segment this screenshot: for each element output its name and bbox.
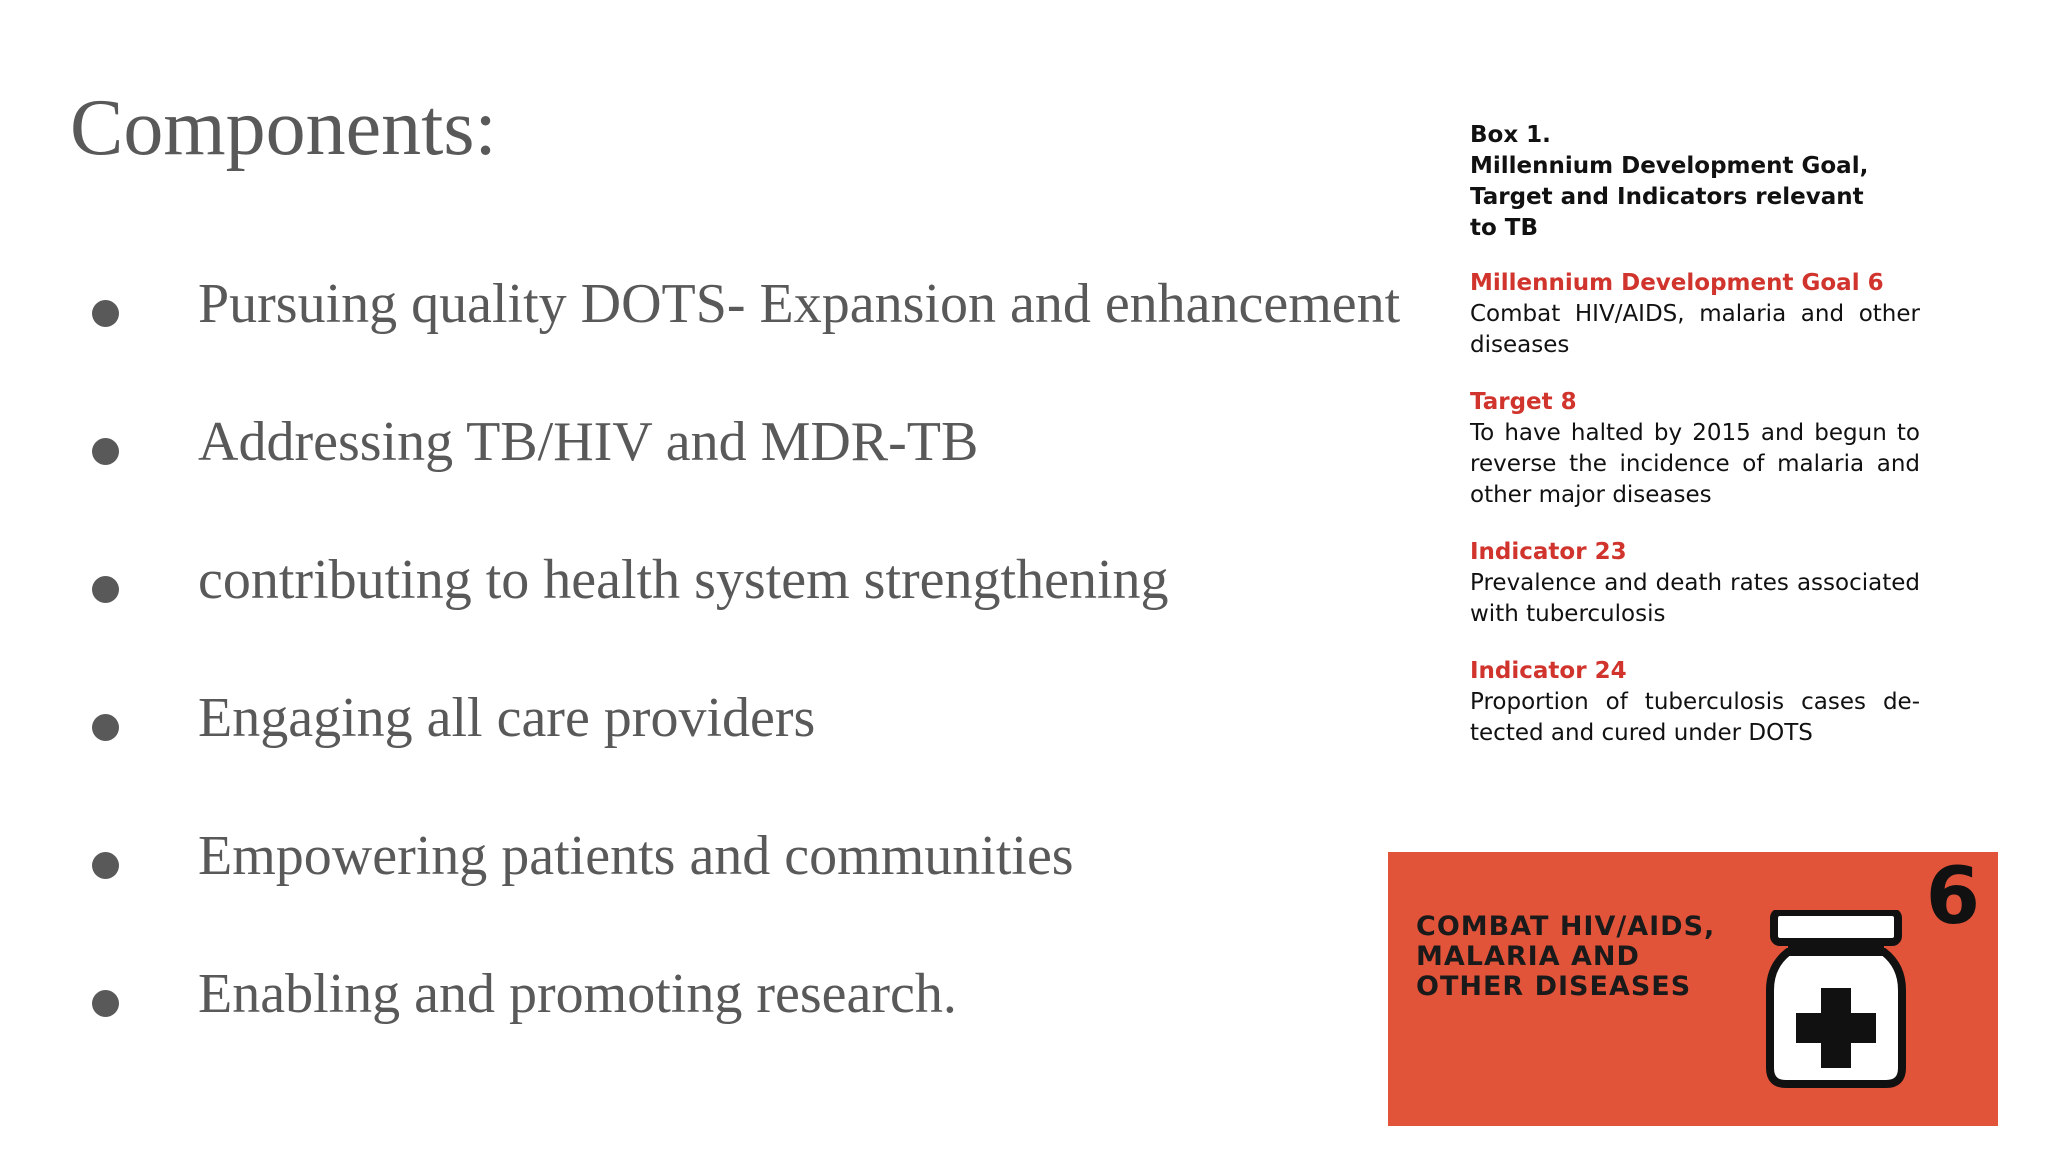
list-item — [92, 410, 1400, 548]
bullet-text: contributing to health system strengthening — [198, 549, 1169, 611]
mdg-6-tile — [1388, 852, 1998, 1126]
box-section-indicator-24 — [1470, 656, 1920, 749]
bullet-text: Empowering patients and communities — [198, 825, 1074, 887]
bullet-text: Addressing TB/HIV and MDR-TB — [198, 411, 979, 473]
box-section-label: Millennium Development Goal 6 — [1470, 270, 1884, 296]
mdg-box-panel — [1470, 120, 1920, 775]
bullet-dot-icon — [92, 852, 119, 879]
box-section-text: Prevalence and death rates associated with tuberculosis — [1470, 570, 1920, 627]
box-section-text: Combat HIV/AIDS, malaria and other diseases — [1470, 301, 1920, 358]
list-item — [92, 962, 1400, 1100]
medicine-jar-icon — [1766, 910, 1906, 1088]
box-section-indicator-23 — [1470, 537, 1920, 630]
list-item — [92, 824, 1400, 962]
bullet-dot-icon — [92, 714, 119, 741]
bullet-dot-icon — [92, 576, 119, 603]
bullet-text: Pursuing quality DOTS- Expansion and enhancement — [198, 273, 1401, 335]
list-item — [92, 686, 1400, 824]
box-section-goal — [1470, 268, 1920, 361]
box-section-label: Indicator 23 — [1470, 539, 1627, 565]
box-section-text: Proportion of tuberculosis cases de-tected and cured under DOTS — [1470, 689, 1920, 746]
list-item — [92, 272, 1400, 410]
bullet-text: Enabling and promoting research. — [198, 963, 957, 1025]
bullet-list — [92, 272, 1400, 1100]
box-section-target — [1470, 387, 1920, 511]
box-section-text: To have halted by 2015 and begun to reverse the incidence of malaria and other major diseases — [1470, 420, 1920, 508]
box-section-label: Indicator 24 — [1470, 658, 1627, 684]
list-item — [92, 548, 1400, 686]
goal-caption: COMBAT HIV/AIDS, MALARIA AND OTHER DISEASES — [1416, 911, 1716, 1002]
box-heading: Box 1. Millennium Development Goal, Target and Indicators relevant to TB — [1470, 122, 1869, 241]
bullet-dot-icon — [92, 438, 119, 465]
bullet-dot-icon — [92, 300, 119, 327]
bullet-text: Engaging all care providers — [198, 687, 816, 749]
slide-title: Components: — [70, 84, 497, 172]
goal-number: 6 — [1925, 852, 1980, 942]
bullet-dot-icon — [92, 990, 119, 1017]
box-section-label: Target 8 — [1470, 389, 1577, 415]
